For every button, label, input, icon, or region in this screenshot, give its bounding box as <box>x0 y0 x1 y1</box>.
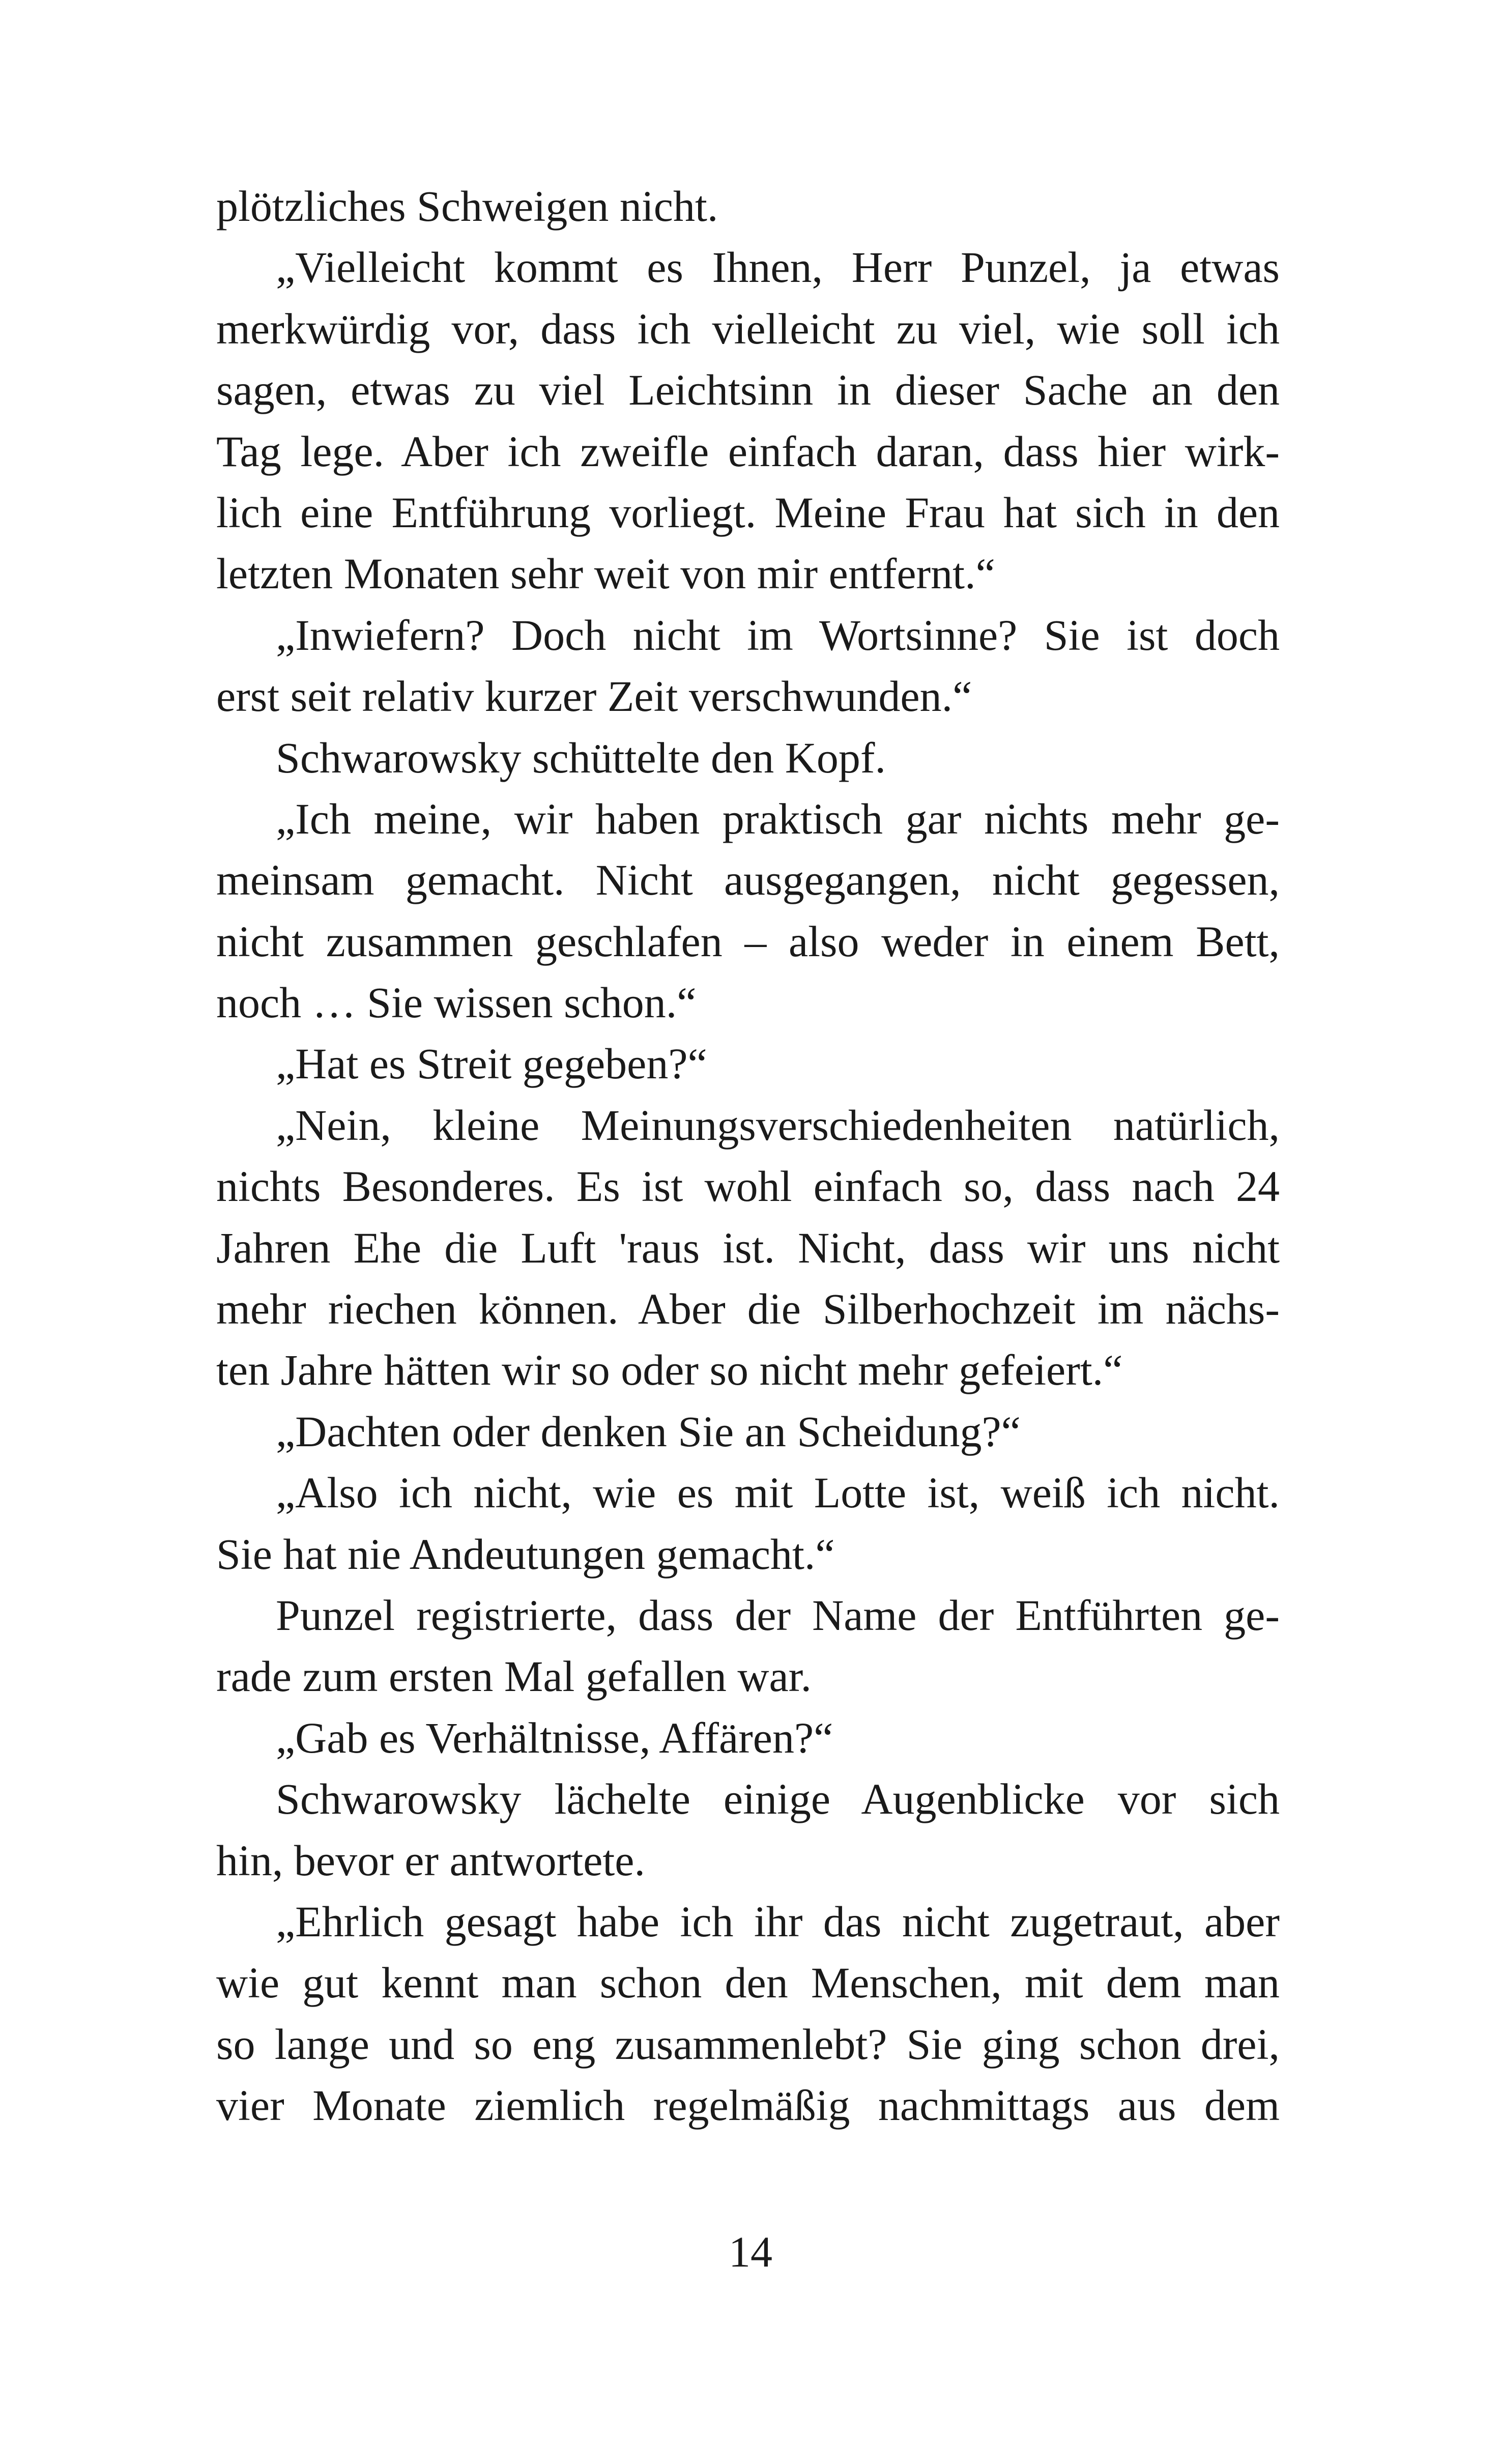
text-line: Jahren Ehe die Luft 'raus ist. Nicht, dass wir uns nicht <box>216 1223 1280 1272</box>
text-line: wie gut kennt man schon den Menschen, mit dem man <box>216 1958 1280 2008</box>
text-line: „Dachten oder denken Sie an Scheidung?“ <box>276 1407 1021 1456</box>
text-line: lich eine Entführung vorliegt. Meine Frau hat sich in den <box>216 488 1280 537</box>
text-line: vier Monate ziemlich regelmäßig nachmittags aus dem <box>216 2081 1280 2130</box>
text-line: nicht zusammen geschlafen – also weder in einem Bett, <box>216 916 1280 966</box>
text-line: „Gab es Verhältnisse, Affären?“ <box>276 1713 833 1762</box>
text-line: Tag lege. Aber ich zweifle einfach daran, dass hier wirk- <box>216 426 1280 476</box>
text-line: plötzliches Schweigen nicht. <box>216 182 718 231</box>
text-line: „Hat es Streit gegeben?“ <box>276 1039 707 1088</box>
text-line: rade zum ersten Mal gefallen war. <box>216 1652 812 1701</box>
text-line: Schwarowsky lächelte einige Augenblicke vor sich <box>276 1774 1280 1824</box>
text-line: erst seit relativ kurzer Zeit verschwunden.“ <box>216 672 972 721</box>
text-line: letzten Monaten sehr weit von mir entfernt.“ <box>216 549 995 598</box>
text-line: „Also ich nicht, wie es mit Lotte ist, weiß ich nicht. <box>276 1468 1280 1517</box>
text-line: „Ehrlich gesagt habe ich ihr das nicht zugetraut, aber <box>276 1897 1280 1946</box>
text-line: Punzel registrierte, dass der Name der Entführten ge- <box>276 1590 1280 1640</box>
text-line: noch … Sie wissen schon.“ <box>216 978 697 1027</box>
text-line: meinsam gemacht. Nicht ausgegangen, nicht gegessen, <box>216 855 1280 905</box>
text-line: „Nein, kleine Meinungsverschiedenheiten natürlich, <box>276 1100 1280 1150</box>
text-line: ten Jahre hätten wir so oder so nicht mehr gefeiert.“ <box>216 1345 1123 1395</box>
text-line: „Ich meine, wir haben praktisch gar nichts mehr ge- <box>276 794 1280 843</box>
text-line: „Inwiefern? Doch nicht im Wortsinne? Sie ist doch <box>276 610 1280 660</box>
text-line: merkwürdig vor, dass ich vielleicht zu viel, wie soll ich <box>216 304 1280 353</box>
page-number: 14 <box>729 2227 772 2276</box>
text-line: so lange und so eng zusammenlebt? Sie ging schon drei, <box>216 2019 1280 2069</box>
text-line: Schwarowsky schüttelte den Kopf. <box>276 733 886 782</box>
text-line: hin, bevor er antwortete. <box>216 1836 645 1885</box>
text-line: sagen, etwas zu viel Leichtsinn in dieser Sache an den <box>216 365 1280 415</box>
text-line: „Vielleicht kommt es Ihnen, Herr Punzel, ja etwas <box>276 243 1280 292</box>
text-line: Sie hat nie Andeutungen gemacht.“ <box>216 1529 835 1579</box>
text-line: nichts Besonderes. Es ist wohl einfach so, dass nach 24 <box>216 1162 1280 1211</box>
body-text <box>216 176 1280 2136</box>
text-line: mehr riechen können. Aber die Silberhochzeit im nächs- <box>216 1284 1280 1334</box>
